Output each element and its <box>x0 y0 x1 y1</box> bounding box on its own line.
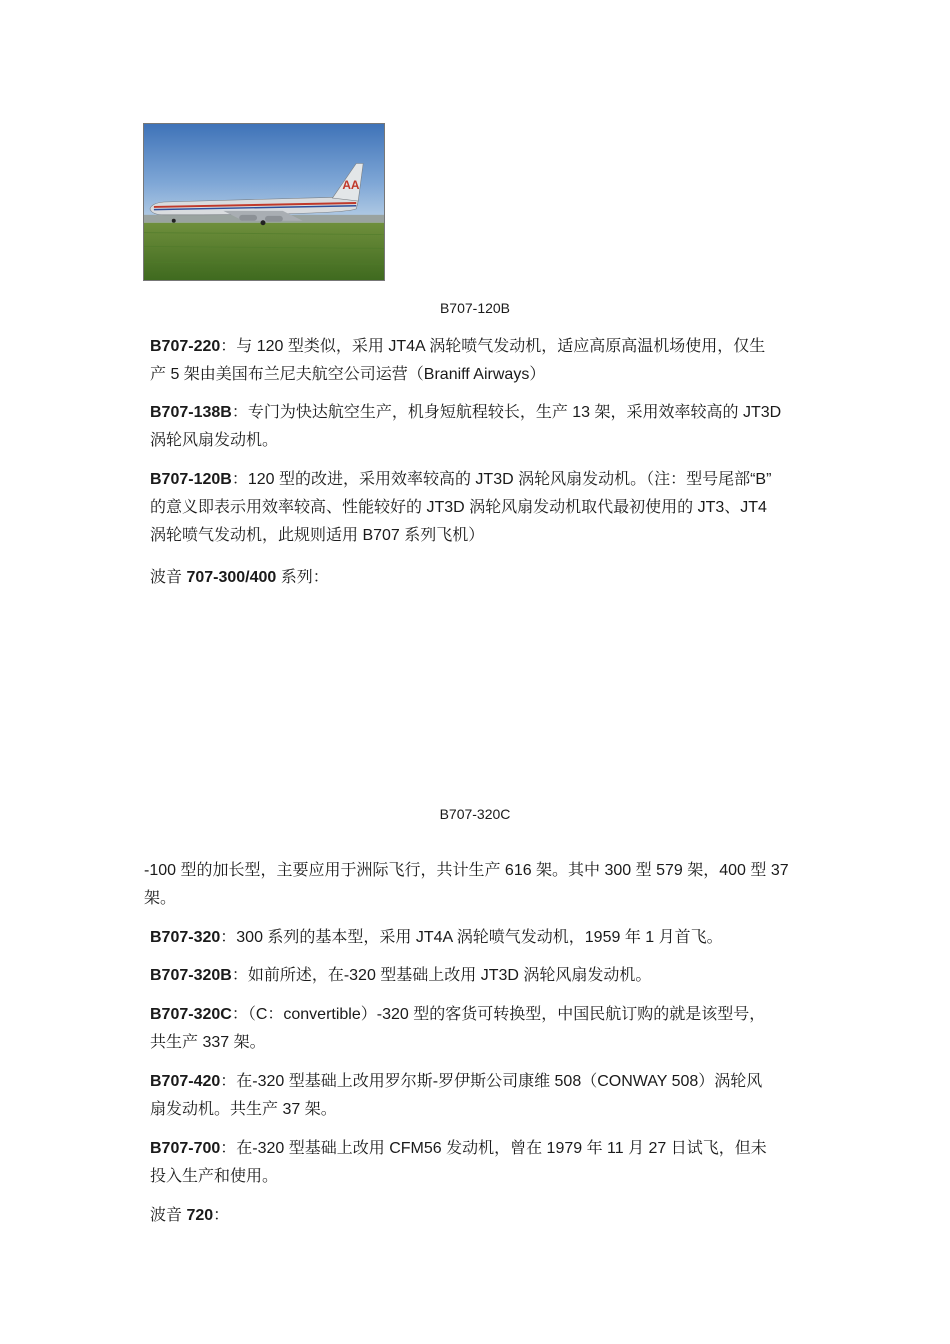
airplane-image <box>144 124 384 280</box>
paragraph-text: ：（C：convertible）-320 型的客货可转换型，中国民航订购的就是该型号， <box>231 1006 766 1023</box>
figure-caption: B707-320C <box>439 806 511 822</box>
model-term: B707-220 <box>150 338 221 355</box>
tail-logo: AA <box>342 178 360 193</box>
paragraph-b707-420 <box>150 1068 810 1124</box>
paragraph-text: ：专门为快达航空生产，机身短航程较长，生产 13 架，采用效率较高的 JT3D <box>231 404 782 421</box>
paragraph-text: 扇发动机。共生产 37 架。 <box>150 1101 337 1118</box>
paragraph-text: 产 5 架由美国布兰尼夫航空公司运营（Braniff Airways） <box>150 366 546 383</box>
paragraph-b707-320b <box>150 962 810 990</box>
paragraph-text: 的意义即表示用效率较高、性能较好的 JT3D 涡轮风扇发动机取代最初使用的 JT3、JT4 <box>150 499 767 516</box>
model-term: B707-320B <box>150 967 232 984</box>
paragraph-b707-320c <box>150 1001 810 1057</box>
paragraph-text: ：300 系列的基本型，采用 JT4A 涡轮喷气发动机，1959 年 1 月首飞。 <box>220 929 723 946</box>
paragraph-b707-120b <box>150 466 810 550</box>
model-term: B707-700 <box>150 1140 221 1157</box>
paragraph-b707-220 <box>150 333 810 389</box>
paragraph-text: 涡轮喷气发动机，此规则适用 B707 系列飞机） <box>150 527 485 544</box>
model-term: B707-138B <box>150 404 232 421</box>
paragraph-b707-138b <box>150 399 810 455</box>
paragraph-text: -100 型的加长型，主要应用于洲际飞行，共计生产 616 架。其中 300 型 579 架，400 型 37 <box>144 862 789 879</box>
paragraph-text: ：在-320 型基础上改用 CFM56 发动机，曾在 1979 年 11 月 27 日试飞，但未 <box>220 1140 767 1157</box>
paragraph-b707-320 <box>150 924 810 952</box>
model-term: B707-420 <box>150 1073 221 1090</box>
model-term: B707-320C <box>150 1006 232 1023</box>
paragraph-b707-700 <box>150 1135 810 1191</box>
aircraft-photo <box>143 123 385 281</box>
section-heading-707-300-400: 波音 707-300/400 系列： <box>150 569 329 586</box>
paragraph-text: 架。 <box>144 890 177 907</box>
paragraph-text: 共生产 337 架。 <box>150 1034 266 1051</box>
paragraph-text: 投入生产和使用。 <box>150 1168 279 1185</box>
section-heading-720: 波音 720： <box>150 1207 230 1224</box>
paragraph-text: ：在-320 型基础上改用罗尔斯-罗伊斯公司康维 508（CONWAY 508）涡轮风 <box>220 1073 763 1090</box>
paragraph-text: ：与 120 型类似，采用 JT4A 涡轮喷气发动机，适应高原高温机场使用，仅生 <box>220 338 766 355</box>
intro-paragraph-300-400 <box>144 857 804 913</box>
paragraph-text: ：120 型的改进，采用效率较高的 JT3D 涡轮风扇发动机。（注：型号尾部“B” <box>231 471 772 488</box>
paragraph-text: ：如前所述，在-320 型基础上改用 JT3D 涡轮风扇发动机。 <box>231 967 652 984</box>
paragraph-text: 涡轮风扇发动机。 <box>150 432 279 449</box>
figure-caption: B707-120B <box>439 300 511 316</box>
model-term: B707-120B <box>150 471 232 488</box>
model-term: B707-320 <box>150 929 221 946</box>
